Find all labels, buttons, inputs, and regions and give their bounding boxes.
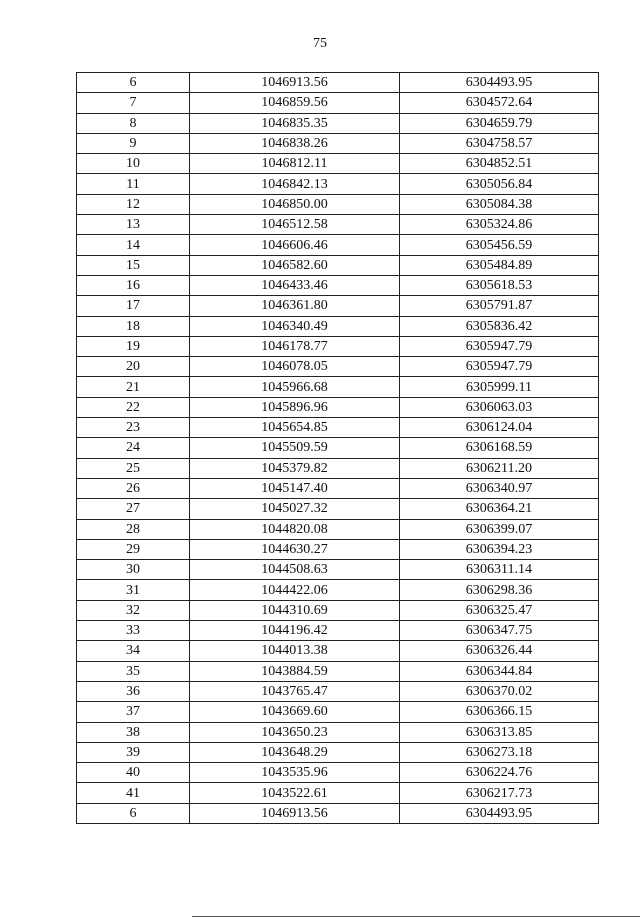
y-coordinate-cell: 6306273.18: [400, 742, 599, 762]
table-row: [77, 377, 599, 397]
point-number-cell: 9: [77, 133, 190, 153]
x-coordinate-cell: 1044820.08: [190, 519, 400, 539]
point-number-cell: 21: [77, 377, 190, 397]
y-coordinate-cell: 6306211.20: [400, 458, 599, 478]
table-row: [77, 742, 599, 762]
x-coordinate-cell: 1046812.11: [190, 154, 400, 174]
table-row: [77, 681, 599, 701]
y-coordinate-cell: 6305324.86: [400, 215, 599, 235]
x-coordinate-cell: 1046835.35: [190, 113, 400, 133]
y-coordinate-cell: 6305484.89: [400, 255, 599, 275]
table-row: [77, 133, 599, 153]
point-number-cell: 6: [77, 73, 190, 93]
table-row: [77, 397, 599, 417]
point-number-cell: 8: [77, 113, 190, 133]
table-row: [77, 478, 599, 498]
point-number-cell: 41: [77, 783, 190, 803]
table-row: [77, 93, 599, 113]
point-number-cell: 14: [77, 235, 190, 255]
point-number-cell: 20: [77, 357, 190, 377]
table-row: [77, 458, 599, 478]
table-row: [77, 661, 599, 681]
x-coordinate-cell: 1044196.42: [190, 621, 400, 641]
y-coordinate-cell: 6306366.15: [400, 702, 599, 722]
table-row: [77, 336, 599, 356]
x-coordinate-cell: 1044310.69: [190, 600, 400, 620]
point-number-cell: 37: [77, 702, 190, 722]
y-coordinate-cell: 6305999.11: [400, 377, 599, 397]
y-coordinate-cell: 6306298.36: [400, 580, 599, 600]
x-coordinate-cell: 1043765.47: [190, 681, 400, 701]
table-row: [77, 641, 599, 661]
y-coordinate-cell: 6306364.21: [400, 499, 599, 519]
y-coordinate-cell: 6305456.59: [400, 235, 599, 255]
x-coordinate-cell: 1046078.05: [190, 357, 400, 377]
table-row: [77, 621, 599, 641]
x-coordinate-cell: 1045379.82: [190, 458, 400, 478]
y-coordinate-cell: 6304758.57: [400, 133, 599, 153]
x-coordinate-cell: 1045966.68: [190, 377, 400, 397]
table-row: [77, 580, 599, 600]
y-coordinate-cell: 6305056.84: [400, 174, 599, 194]
y-coordinate-cell: 6306063.03: [400, 397, 599, 417]
point-number-cell: 25: [77, 458, 190, 478]
point-number-cell: 13: [77, 215, 190, 235]
point-number-cell: 22: [77, 397, 190, 417]
y-coordinate-cell: 6306347.75: [400, 621, 599, 641]
x-coordinate-cell: 1046361.80: [190, 296, 400, 316]
point-number-cell: 40: [77, 763, 190, 783]
table-row: [77, 783, 599, 803]
x-coordinate-cell: 1043650.23: [190, 722, 400, 742]
table-row: [77, 438, 599, 458]
bottom-rule: [192, 916, 640, 917]
point-number-cell: 35: [77, 661, 190, 681]
x-coordinate-cell: 1046433.46: [190, 275, 400, 295]
point-number-cell: 38: [77, 722, 190, 742]
y-coordinate-cell: 6304572.64: [400, 93, 599, 113]
table-row: [77, 418, 599, 438]
table-row: [77, 803, 599, 823]
table-row: [77, 600, 599, 620]
table-row: [77, 357, 599, 377]
y-coordinate-cell: 6306311.14: [400, 560, 599, 580]
point-number-cell: 6: [77, 803, 190, 823]
y-coordinate-cell: 6305791.87: [400, 296, 599, 316]
y-coordinate-cell: 6304852.51: [400, 154, 599, 174]
point-number-cell: 28: [77, 519, 190, 539]
point-number-cell: 26: [77, 478, 190, 498]
point-number-cell: 36: [77, 681, 190, 701]
y-coordinate-cell: 6305836.42: [400, 316, 599, 336]
y-coordinate-cell: 6306326.44: [400, 641, 599, 661]
table-row: [77, 154, 599, 174]
x-coordinate-cell: 1043648.29: [190, 742, 400, 762]
point-number-cell: 32: [77, 600, 190, 620]
table-row: [77, 763, 599, 783]
y-coordinate-cell: 6306399.07: [400, 519, 599, 539]
point-number-cell: 10: [77, 154, 190, 174]
x-coordinate-cell: 1043669.60: [190, 702, 400, 722]
y-coordinate-cell: 6306217.73: [400, 783, 599, 803]
y-coordinate-cell: 6305084.38: [400, 194, 599, 214]
table-row: [77, 560, 599, 580]
table-row: [77, 255, 599, 275]
y-coordinate-cell: 6306340.97: [400, 478, 599, 498]
point-number-cell: 30: [77, 560, 190, 580]
x-coordinate-cell: 1043522.61: [190, 783, 400, 803]
table-row: [77, 73, 599, 93]
table-row: [77, 499, 599, 519]
coordinates-table: [76, 72, 599, 824]
x-coordinate-cell: 1046913.56: [190, 73, 400, 93]
x-coordinate-cell: 1044422.06: [190, 580, 400, 600]
table-row: [77, 275, 599, 295]
point-number-cell: 34: [77, 641, 190, 661]
x-coordinate-cell: 1046838.26: [190, 133, 400, 153]
x-coordinate-cell: 1045027.32: [190, 499, 400, 519]
point-number-cell: 39: [77, 742, 190, 762]
x-coordinate-cell: 1044630.27: [190, 539, 400, 559]
point-number-cell: 17: [77, 296, 190, 316]
x-coordinate-cell: 1046178.77: [190, 336, 400, 356]
y-coordinate-cell: 6304493.95: [400, 803, 599, 823]
x-coordinate-cell: 1044508.63: [190, 560, 400, 580]
y-coordinate-cell: 6306168.59: [400, 438, 599, 458]
point-number-cell: 24: [77, 438, 190, 458]
y-coordinate-cell: 6306124.04: [400, 418, 599, 438]
y-coordinate-cell: 6306344.84: [400, 661, 599, 681]
point-number-cell: 27: [77, 499, 190, 519]
point-number-cell: 15: [77, 255, 190, 275]
x-coordinate-cell: 1045509.59: [190, 438, 400, 458]
point-number-cell: 29: [77, 539, 190, 559]
point-number-cell: 12: [77, 194, 190, 214]
point-number-cell: 31: [77, 580, 190, 600]
point-number-cell: 16: [77, 275, 190, 295]
y-coordinate-cell: 6306313.85: [400, 722, 599, 742]
point-number-cell: 11: [77, 174, 190, 194]
x-coordinate-cell: 1046340.49: [190, 316, 400, 336]
x-coordinate-cell: 1046842.13: [190, 174, 400, 194]
point-number-cell: 7: [77, 93, 190, 113]
x-coordinate-cell: 1043884.59: [190, 661, 400, 681]
y-coordinate-cell: 6304659.79: [400, 113, 599, 133]
x-coordinate-cell: 1045147.40: [190, 478, 400, 498]
table-row: [77, 113, 599, 133]
point-number-cell: 19: [77, 336, 190, 356]
table-row: [77, 235, 599, 255]
x-coordinate-cell: 1046913.56: [190, 803, 400, 823]
table-row: [77, 174, 599, 194]
point-number-cell: 18: [77, 316, 190, 336]
x-coordinate-cell: 1044013.38: [190, 641, 400, 661]
x-coordinate-cell: 1043535.96: [190, 763, 400, 783]
y-coordinate-cell: 6305947.79: [400, 357, 599, 377]
table-row: [77, 296, 599, 316]
y-coordinate-cell: 6306224.76: [400, 763, 599, 783]
page-number: 75: [313, 36, 327, 51]
table-row: [77, 194, 599, 214]
y-coordinate-cell: 6305618.53: [400, 275, 599, 295]
x-coordinate-cell: 1046512.58: [190, 215, 400, 235]
x-coordinate-cell: 1045896.96: [190, 397, 400, 417]
y-coordinate-cell: 6306394.23: [400, 539, 599, 559]
y-coordinate-cell: 6306370.02: [400, 681, 599, 701]
coordinates-table-body: [77, 73, 599, 824]
table-row: [77, 519, 599, 539]
x-coordinate-cell: 1046582.60: [190, 255, 400, 275]
table-row: [77, 722, 599, 742]
x-coordinate-cell: 1045654.85: [190, 418, 400, 438]
table-row: [77, 316, 599, 336]
x-coordinate-cell: 1046859.56: [190, 93, 400, 113]
point-number-cell: 23: [77, 418, 190, 438]
table-row: [77, 215, 599, 235]
table-row: [77, 702, 599, 722]
point-number-cell: 33: [77, 621, 190, 641]
x-coordinate-cell: 1046850.00: [190, 194, 400, 214]
x-coordinate-cell: 1046606.46: [190, 235, 400, 255]
table-row: [77, 539, 599, 559]
y-coordinate-cell: 6306325.47: [400, 600, 599, 620]
y-coordinate-cell: 6304493.95: [400, 73, 599, 93]
y-coordinate-cell: 6305947.79: [400, 336, 599, 356]
